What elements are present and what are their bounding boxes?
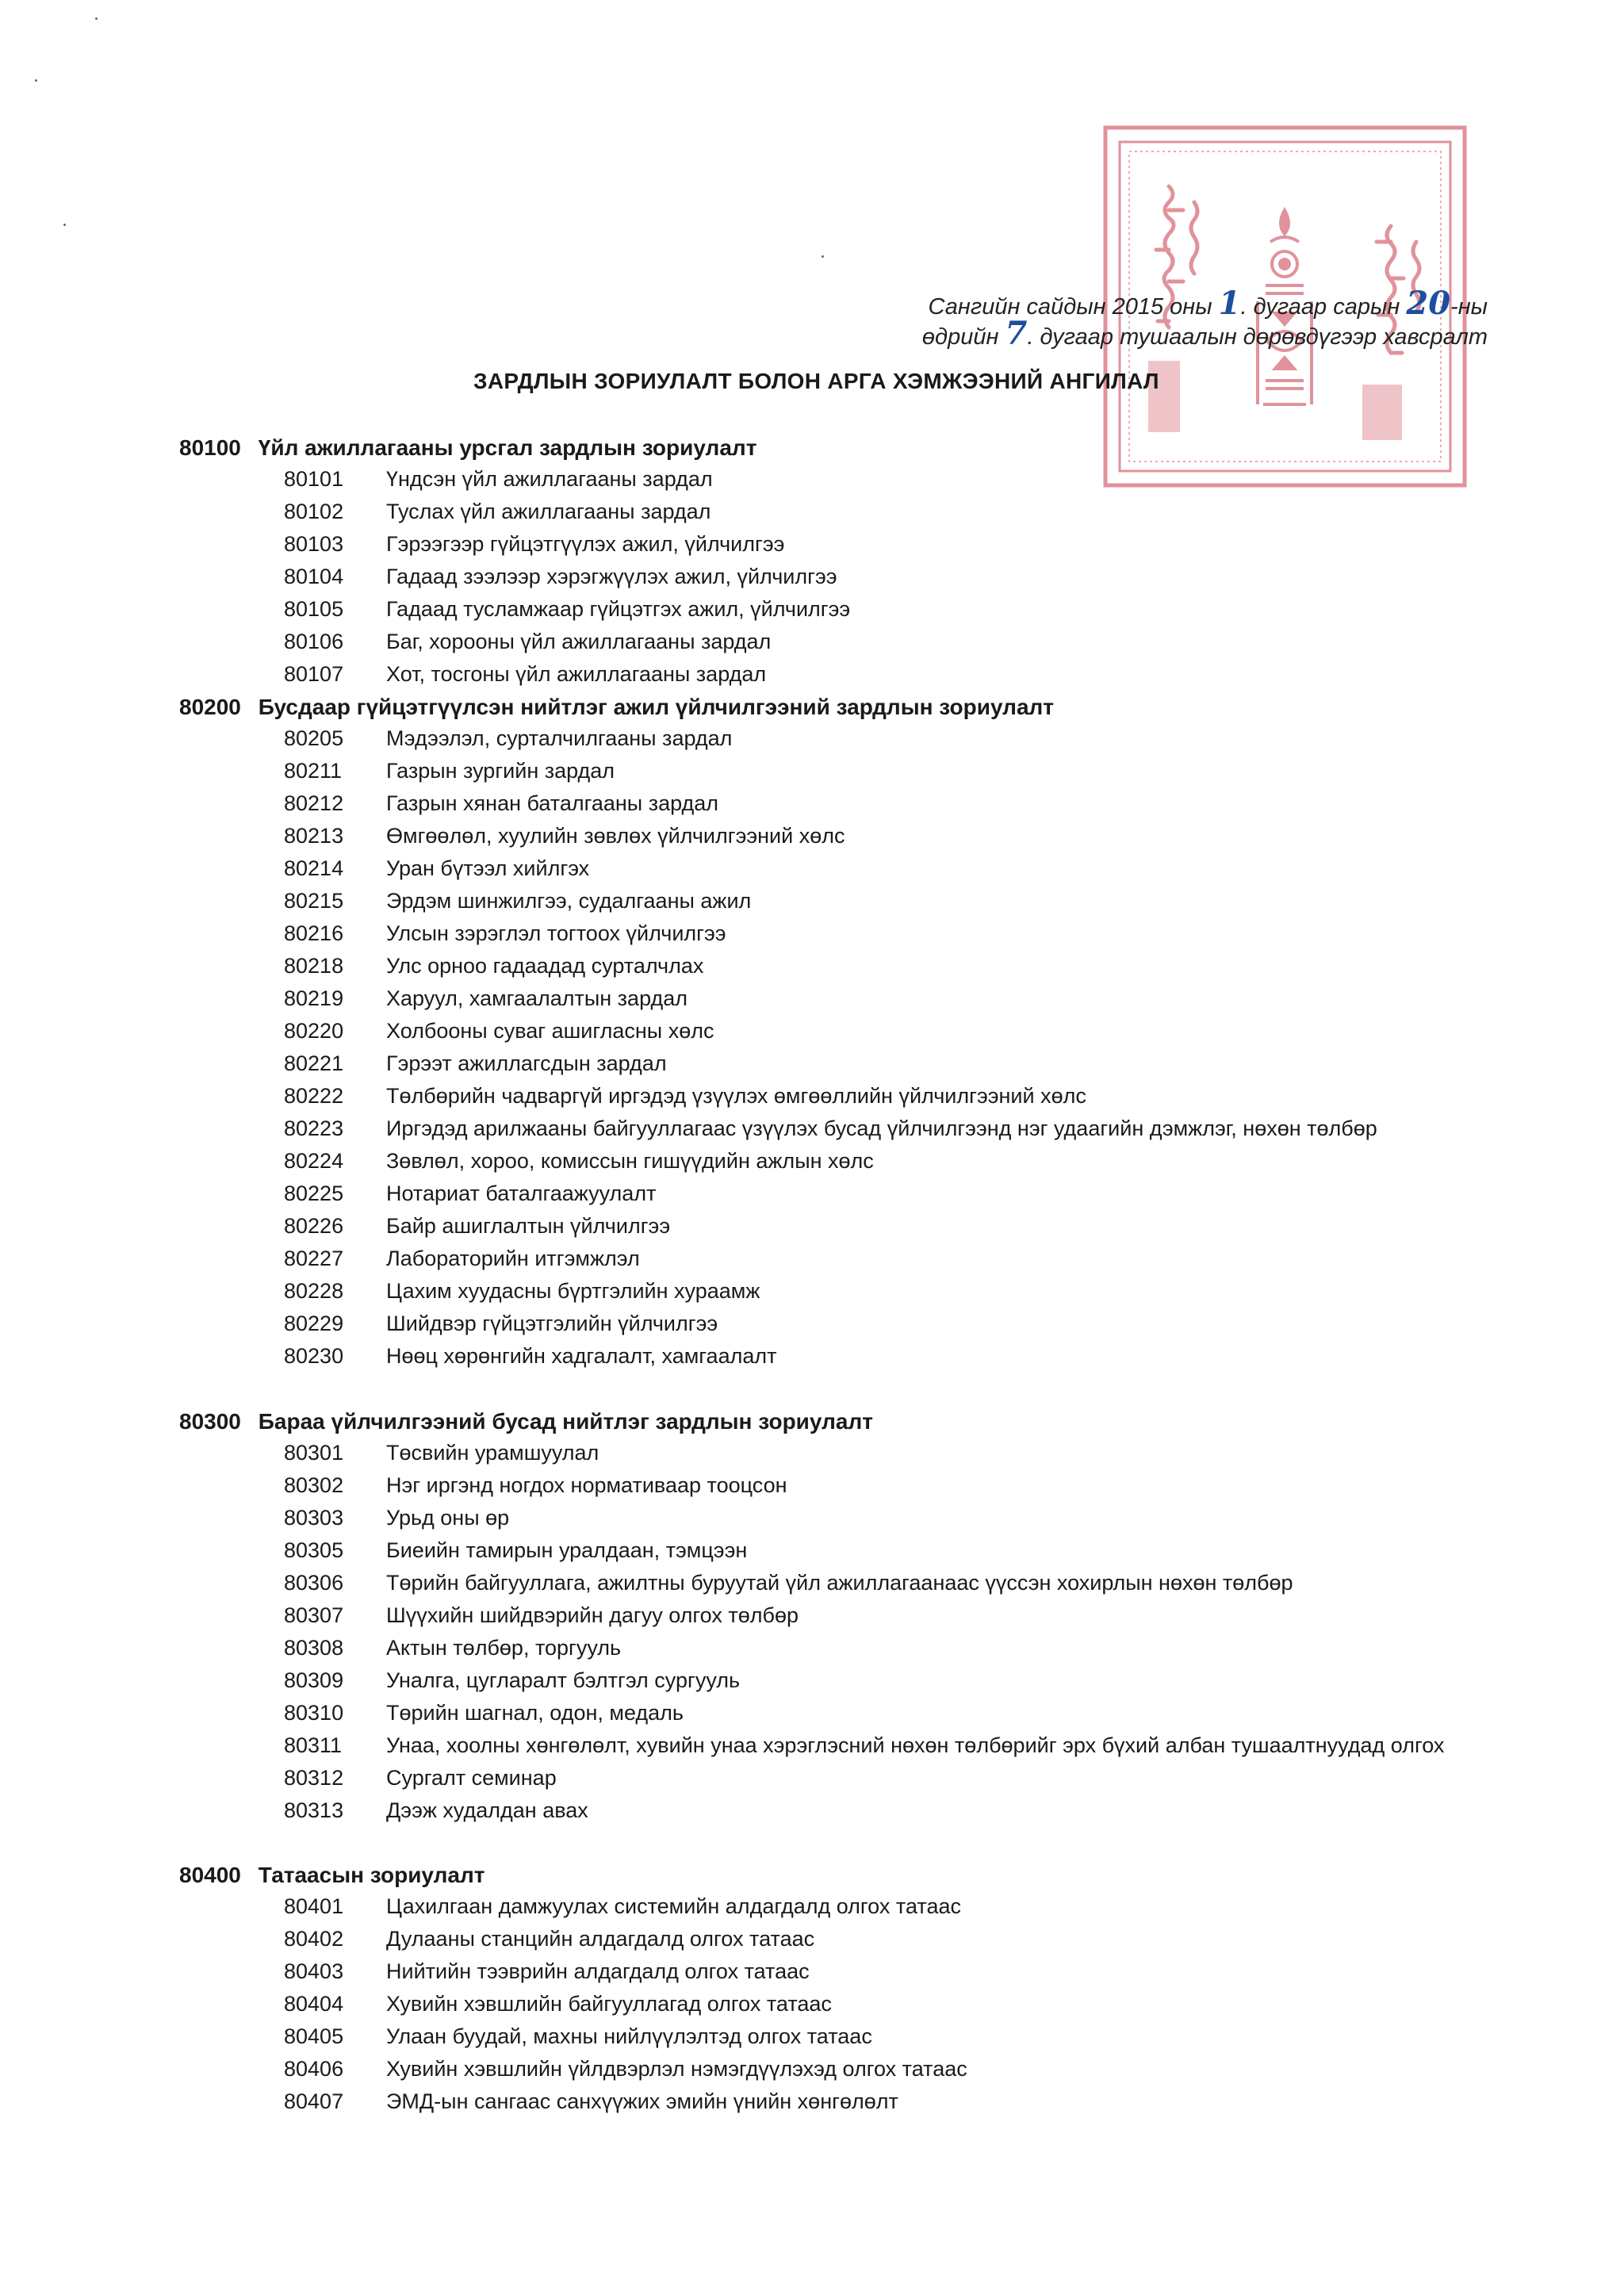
item-code: 80307 xyxy=(284,1603,344,1627)
section-title: Бусдаар гүйцэтгүүлсэн нийтлэг ажил үйлчилгээний зардлын зориулалт xyxy=(258,695,1055,719)
item-code: 80215 xyxy=(284,889,344,913)
item-code: 80103 xyxy=(284,532,344,556)
item-code: 80303 xyxy=(284,1506,344,1530)
item-label: Лабораторийн итгэмжлэл xyxy=(386,1247,640,1270)
item-code: 80405 xyxy=(284,2024,344,2048)
item-label: Уран бүтээл хийлгэх xyxy=(386,856,590,880)
item-code: 80301 xyxy=(284,1441,344,1465)
item-label: Улаан буудай, махны нийлүүлэлтэд олгох татаас xyxy=(386,2024,872,2048)
order-note-text: . дугаар сарын xyxy=(1240,294,1407,320)
item-label: Байр ашиглалтын үйлчилгээ xyxy=(386,1214,671,1238)
item-code: 80311 xyxy=(284,1733,343,1757)
item-label: Актын төлбөр, торгууль xyxy=(386,1636,622,1660)
item-label: Холбооны суваг ашигласны хөлс xyxy=(386,1019,714,1043)
section-title: Үйл ажиллагааны урсгал зардлын зориулалт xyxy=(258,435,757,460)
item-code: 80310 xyxy=(284,1701,344,1725)
document-title: ЗАРДЛЫН ЗОРИУЛАЛТ БОЛОН АРГА ХЭМЖЭЭНИЙ АНГИЛАЛ xyxy=(473,369,1159,393)
item-code: 80101 xyxy=(284,467,344,491)
item-code: 80220 xyxy=(284,1019,344,1043)
section-title: Татаасын зориулалт xyxy=(258,1863,485,1887)
item-label: Цахим хуудасны бүртгэлийн хураамж xyxy=(386,1279,760,1303)
section-header-80200 xyxy=(179,695,1054,720)
order-note-line-1 xyxy=(774,285,1488,322)
item-label: Цахилгаан дамжуулах системийн алдагдалд олгох татаас xyxy=(386,1894,961,1918)
item-label: Уналга, цугларалт бэлтгэл сургууль xyxy=(386,1668,741,1692)
order-note-text: өдрийн xyxy=(921,324,1005,350)
item-label: Гадаад тусламжаар гүйцэтгэх ажил, үйлчилгээ xyxy=(386,597,851,621)
section-header-80400 xyxy=(179,1863,485,1888)
item-code: 80214 xyxy=(284,856,344,880)
item-code: 80226 xyxy=(284,1214,344,1238)
item-code: 80305 xyxy=(284,1538,344,1562)
item-code: 80216 xyxy=(284,921,344,945)
item-label: Нэг иргэнд ногдох нормативаар тооцсон xyxy=(386,1473,787,1497)
item-label: Төлбөрийн чадваргүй иргэдэд үзүүлэх өмгөөллийн үйлчилгээний хөлс xyxy=(386,1084,1086,1108)
item-label: Газрын зургийн зардал xyxy=(386,759,615,783)
item-label: Улсын зэрэглэл тогтоох үйлчилгээ xyxy=(386,921,726,945)
item-code: 80312 xyxy=(284,1766,344,1790)
item-code: 80402 xyxy=(284,1927,344,1951)
order-note-text: . дугаар тушаалын дөрөвдүгээр хавсралт xyxy=(1027,324,1488,350)
item-label: Биеийн тамирын уралдаан, тэмцээн xyxy=(386,1538,748,1562)
item-code: 80306 xyxy=(284,1571,344,1595)
item-label: Нөөц хөрөнгийн хадгалалт, хамгаалалт xyxy=(386,1344,777,1368)
item-code: 80404 xyxy=(284,1992,344,2016)
item-code: 80309 xyxy=(284,1668,344,1692)
item-code: 80230 xyxy=(284,1344,344,1368)
item-label: Хувийн хэвшлийн үйлдвэрлэл нэмэгдүүлэхэд олгох татаас xyxy=(386,2057,967,2081)
item-label: Эрдэм шинжилгээ, судалгааны ажил xyxy=(386,889,752,913)
order-reference-note xyxy=(774,285,1488,352)
item-label: Нотариат баталгаажуулалт xyxy=(386,1181,657,1205)
item-code: 80228 xyxy=(284,1279,344,1303)
item-code: 80222 xyxy=(284,1084,344,1108)
handwritten-month: 1 xyxy=(1218,285,1241,322)
item-code: 80102 xyxy=(284,500,344,523)
item-label: Нийтийн тээврийн алдагдалд олгох татаас xyxy=(386,1959,810,1983)
item-label: Мэдээлэл, сурталчилгааны зардал xyxy=(386,726,733,750)
item-code: 80104 xyxy=(284,565,344,588)
item-code: 80211 xyxy=(284,759,343,783)
item-label: Газрын хянан баталгааны зардал xyxy=(386,791,719,815)
item-code: 80205 xyxy=(284,726,344,750)
order-note-line-2 xyxy=(774,315,1488,352)
item-code: 80407 xyxy=(284,2089,344,2113)
handwritten-day: 20 xyxy=(1406,285,1451,322)
item-code: 80106 xyxy=(284,630,344,653)
item-code: 80313 xyxy=(284,1798,344,1822)
section-header-80100 xyxy=(179,435,756,461)
item-label: Харуул, хамгаалалтын зардал xyxy=(386,986,688,1010)
item-label: Өмгөөлөл, хуулийн зөвлөх үйлчилгээний хөлс xyxy=(386,824,845,848)
item-label: Иргэдэд арилжааны байгууллагаас үзүүлэх бусад үйлчилгээнд нэг удаагийн дэмжлэг, нөхөн төлбөр xyxy=(386,1116,1377,1140)
item-label: ЭМД-ын сангаас санхүүжих эмийн үнийн хөнгөлөлт xyxy=(386,2089,898,2113)
item-label: Төсвийн урамшуулал xyxy=(386,1441,599,1465)
scan-speck xyxy=(95,17,98,20)
item-label: Төрийн байгууллага, ажилтны буруутай үйл ажиллагаанаас үүссэн хохирлын нөхөн төлбөр xyxy=(386,1571,1293,1595)
item-label: Төрийн шагнал, одон, медаль xyxy=(386,1701,684,1725)
item-code: 80105 xyxy=(284,597,344,621)
item-label: Хот, тосгоны үйл ажиллагааны зардал xyxy=(386,662,767,686)
scan-speck xyxy=(822,255,824,258)
item-label: Шүүхийн шийдвэрийн дагуу олгох төлбөр xyxy=(386,1603,799,1627)
item-label: Зөвлөл, хороо, комиссын гишүүдийн ажлын хөлс xyxy=(386,1149,874,1173)
item-code: 80403 xyxy=(284,1959,344,1983)
item-code: 80406 xyxy=(284,2057,344,2081)
scan-speck xyxy=(63,224,66,226)
item-label: Туслах үйл ажиллагааны зардал xyxy=(386,500,711,523)
section-code: 80300 xyxy=(179,1409,241,1434)
item-code: 80221 xyxy=(284,1051,344,1075)
item-code: 80212 xyxy=(284,791,344,815)
item-label: Баг, хорооны үйл ажиллагааны зардал xyxy=(386,630,772,653)
section-title: Бараа үйлчилгээний бусад нийтлэг зардлын зориулалт xyxy=(258,1409,873,1434)
item-code: 80229 xyxy=(284,1312,344,1335)
item-label: Дулааны станцийн алдагдалд олгох татаас xyxy=(386,1927,815,1951)
item-code: 80227 xyxy=(284,1247,344,1270)
item-label: Шийдвэр гүйцэтгэлийн үйлчилгээ xyxy=(386,1312,718,1335)
item-label: Гэрээгээр гүйцэтгүүлэх ажил, үйлчилгээ xyxy=(386,532,785,556)
section-code: 80100 xyxy=(179,435,241,460)
item-code: 80219 xyxy=(284,986,344,1010)
item-label: Сургалт семинар xyxy=(386,1766,557,1790)
item-label: Урьд оны өр xyxy=(386,1506,510,1530)
handwritten-order-number: 7 xyxy=(1005,315,1028,352)
section-code: 80400 xyxy=(179,1863,241,1887)
item-label: Гадаад зээлээр хэрэгжүүлэх ажил, үйлчилгээ xyxy=(386,565,837,588)
item-code: 80223 xyxy=(284,1116,344,1140)
item-label: Улс орноо гадаадад сурталчлах xyxy=(386,954,704,978)
item-code: 80224 xyxy=(284,1149,344,1173)
item-label: Дээж худалдан авах xyxy=(386,1798,588,1822)
item-code: 80302 xyxy=(284,1473,344,1497)
item-code: 80218 xyxy=(284,954,344,978)
item-label: Хувийн хэвшлийн байгууллагад олгох татаас xyxy=(386,1992,832,2016)
item-code: 80308 xyxy=(284,1636,344,1660)
item-label: Үндсэн үйл ажиллагааны зардал xyxy=(386,467,713,491)
order-note-text: -ны xyxy=(1450,294,1488,320)
item-code: 80225 xyxy=(284,1181,344,1205)
item-label: Гэрээт ажиллагсдын зардал xyxy=(386,1051,667,1075)
item-label: Унаа, хоолны хөнгөлөлт, хувийн унаа хэрэглэсний нөхөн төлбөрийг эрх бүхий албан тушаалтнуудад олгох xyxy=(386,1733,1445,1757)
section-header-80300 xyxy=(179,1409,873,1434)
section-code: 80200 xyxy=(179,695,241,719)
item-code: 80401 xyxy=(284,1894,344,1918)
item-code: 80107 xyxy=(284,662,344,686)
item-code: 80213 xyxy=(284,824,344,848)
scan-speck xyxy=(35,79,37,82)
order-note-text: Сангийн сайдын 2015 оны xyxy=(928,294,1219,320)
